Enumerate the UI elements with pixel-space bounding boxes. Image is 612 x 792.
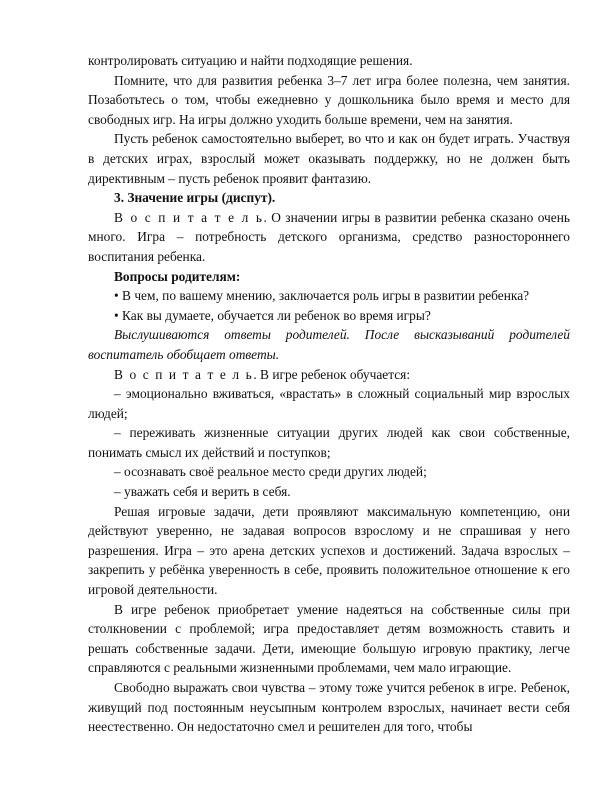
paragraph-6: Решая игровые задачи, дети проявляют максимальную компетенцию, они действуют уверенно, не задавая вопросов взрослому и не спрашивая у него разрешения. Игра – это арена детских успехов и достижений. Задача взрослых – закрепить у ребёнка уверенность в себе, проявить положительное отношение к его игровой деятельности.	[88, 503, 570, 598]
paragraph-4	[88, 208, 570, 267]
paragraph-2: Помните, что для развития ребенка 3–7 лет игра более полезна, чем занятия. Позаботьтесь о том, чтобы ежедневно у дошкольника было время и место для свободных игр. На игры должно уходить больше времени, чем на занятия.	[88, 72, 570, 127]
paragraph-4-text: . О значении игры в развитии ребенка сказано очень много. Игра – потребность детского организма, средство разностороннего воспитания ребенка.	[88, 209, 571, 264]
section-heading-3: 3. Значение игры (диспут).	[114, 190, 276, 206]
document-body	[88, 51, 570, 737]
instruction-note: Выслушиваются ответы родителей. После высказываний родителей воспитатель обобщает ответы.	[88, 327, 570, 362]
dash-item-4: – уважать себя и верить в себя.	[114, 484, 291, 500]
paragraph-5-text: . В игре ребенок обучается:	[253, 366, 411, 382]
paragraph-5	[88, 365, 570, 385]
speaker-label: В о с п и т а т е л ь	[114, 209, 264, 225]
paragraph-7: В игре ребенок приобретает умение надеяться на собственные силы при столкновении с проблемой; игра предоставляет детям возможность ставить и решать собственные задачи. Дети, имеющие большую игровую практику, легче справляются с реальными жизненными проблемами, чем мало играющие.	[88, 601, 570, 676]
speaker-label-2: В о с п и т а т е л ь	[114, 366, 254, 382]
question-2: • Как вы думаете, обучается ли ребенок во время игры?	[114, 307, 431, 323]
paragraph-8: Свободно выражать свои чувства – этому тоже учится ребенок в игре. Ребенок, живущий под постоянным неусыпным контролем взрослых, начинает вести себя неестественно. Он недостаточно смел и решителен для того, чтобы	[88, 680, 570, 735]
dash-item-2: – переживать жизненные ситуации других людей как свои собственные, понимать смысл их действий и поступков;	[88, 425, 570, 460]
questions-heading: Вопросы родителям:	[114, 268, 241, 284]
dash-item-1: – эмоционально вживаться, «врастать» в сложный социальный мир взрослых людей;	[88, 386, 570, 421]
paragraph-1: контролировать ситуацию и найти подходящие решения.	[88, 53, 413, 68]
question-1: • В чем, по вашему мнению, заключается роль игры в развитии ребенка?	[114, 288, 530, 304]
dash-item-3: – осознавать своё реальное место среди других людей;	[114, 464, 427, 480]
paragraph-3: Пусть ребенок самостоятельно выберет, во что и как он будет играть. Участвуя в детских играх, взрослый может оказывать поддержку, но не должен быть директивным – пусть ребенок проявит фантазию.	[88, 131, 570, 186]
